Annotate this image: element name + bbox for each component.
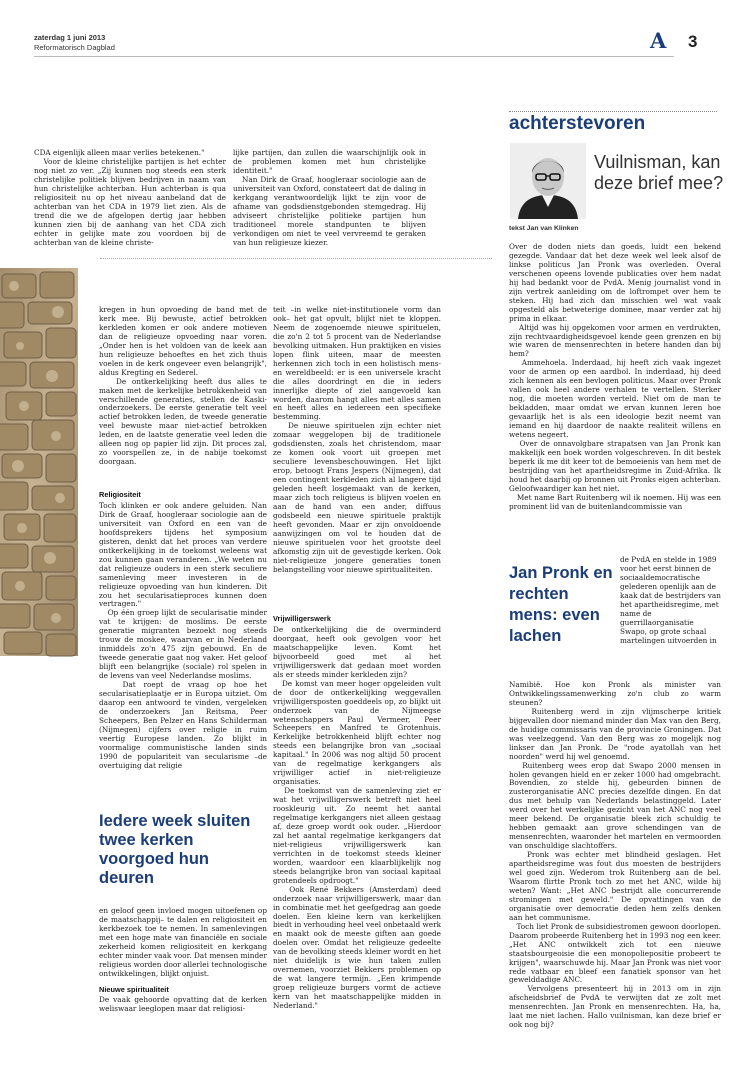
subheading-nieuwe-spiritualiteit: Nieuwe spiritualiteit (99, 985, 169, 994)
column-kicker: achterstevoren (509, 113, 646, 134)
article-col1-c: en geloof geen invloed mogen uitoefenen op de maatschappij– te dalen en religiositeit en kerkbezoek toe te nemen. In samenlevingen met een hoge mate van financiële en sociale zekerheid komen religiositeit en kerkgang echter minder vaak voor. Dat mensen minder religieus worden door allerlei technologische ontwikkelingen, blijkt onjuist. (99, 906, 270, 978)
column-text-b: Namibië. Hoe kon Pronk als minister van Ontwikkelingssamenwerking zo'n club zo warm steunen? Ruitenberg werd in zijn vlijmscherpe kritiek bijgevallen door niemand minder dan Max van den Berg, de huidige commissaris van de provincie Groningen. Dat was veelzeggend. Van den Berg was zo mogelijk nog linkser dan Jan Pronk. De "rode ayatollah van het noorden" werd hij wel genoemd. Ruitenberg wees erop dat Swapo 2000 mensen in holen gevangen hield en er zeker 1000 had omgebracht. Bovendien, zo stelde hij, gebeurden binnen de zusterorganisatie ANC precies dezelfde dingen. En dat dus met behulp van Nederlands belastinggeld. Later werd over het werkelijke gezicht van het ANC nog veel meer bekend. De organisatie bleek zich schuldig te hebben gemaakt aan grove schendingen van de mensenrechten, waaronder het martelen en vermoorden van onschuldige slachtoffers. Pronk was echter met blindheid geslagen. Het apartheidsregime was fout dus moesten de bestrijders wel goed zijn. Wederom trok Ruitenberg aan de bel. Waarom flirtte Pronk toch zo met het ANC, wilde hij weten? Want: „Het ANC bestrijdt alle concurrerende stromingen met geweld." De opvattingen van de organisatie over democratie deden hem zelfs denken aan het communisme. Toch liet Pronk de subsidiestromen gewoon doorlopen. Daarom probeerde Ruitenberg het in 1993 nog een keer. „Het ANC ontwikkelt zich tot een nieuwe staatsbourgeoisie die een monopoliepositie probeert te krijgen", waarschuwde hij. Maar Jan Pronk was niet voor rede vatbaar en bleef een fanatiek sponsor van het gewelddadige ANC. Vervolgens presenteert hij in 2013 om in zijn afscheidsbrief de PvdA te verwijten dat ze zolt met mensenrechten. Jan Pronk en mensenrechten. Ha, ha, laat me niet lachen. Hallo vuilnisman, kan deze brief er ook nog bij? (509, 680, 721, 1030)
masthead-date: zaterdag 1 juni 2013 (34, 33, 106, 42)
column-title: Vuilnisman, kan deze brief mee? (594, 152, 724, 193)
article-top-col2: lijke partijen, dan zullen die waarschijnlijk ook in de problemen komen met hun christelijke identiteit." Nan Dirk de Graaf, hoogleraar sociologie aan de universiteit van Oxford, constateert dat de daling in kerkgang verantwoordelijk lijkt te zijn voor de afname van godsdienstgebonden stemgedrag. Hij adviseert christelijke politieke partijen hun traditioneel morele standpunten te blijven verkondigen om niet te veel vervreemd te geraken van hun religieuze kiezer. (233, 148, 426, 247)
page-number: 3 (688, 32, 698, 51)
article-top-col1: CDA eigenlijk alleen maar verlies betekenen." Voor de kleine christelijke partijen is het echter nog niet zo ver. „Zij kunnen nog steeds een sterk christelijke politiek blijven bedrijven in naam van hun christelijke achterban. Hun achterban is qua religiositeit nu op het niveau aanbeland dat de achterban van het CDA in 1979 liet zien. Als de trend die we de afgelopen dertig jaar hebben kunnen zien bij de aanhang van het CDA zich echter in gelijke mate zou voordoen bij de achterban van de kleine christe- (34, 148, 226, 247)
headline-jan-pronk: Jan Pronk en rechten mens: even lachen (509, 564, 613, 645)
article-col1-d: De vaak gehoorde opvatting dat de kerken weliswaar leeglopen maar dat religiosi- (99, 995, 270, 1013)
section-letter: A (650, 28, 667, 53)
dotted-divider (100, 258, 492, 259)
headline-iedere-week: Iedere week sluiten twee kerken voorgoed hun deuren (99, 812, 251, 887)
article-col1-a: kregen in hun opvoeding de band met de kerk mee. Bij bewuste, actief betrokken kerkleden komen er ook andere motieven dan de religieuze opvoeding naar voren. „Onder hen is het voldoen van de keek aan hun religieuze behoeftes en het zich thuis voelen in de kerk ongeveer even belangrijk", aldus Kregting en Sederel. De ontkerkelijking heeft dus alles te maken met de kerkelijke betrokkenheid van verschillende generaties, stellen de Kaski-onderzoekers. De eerste generatie telt veel actief betrokken leden, de tweede generatie veel bewuste maar niet-actief betrokken leden, en de laatste generatie veel leden die alleen nog op papier lid zijn. Dit proces zal, zo voorspellen ze, in de nabije toekomst doorgaan. (99, 305, 267, 467)
article-col1-b: Toch klinken er ook andere geluiden. Nan Dirk de Graaf, hoogleraar sociologie aan de universiteit van Oxford en een van de hoofdsprekers tijdens het symposium gisteren, denkt dat het proces van verdere ontkerkelijking in de toekomst weleens wat zou kunnen gaan veranderen. „We weten nu dat religieuze ouders in een sterk seculiere samenleving meer investeren in de religieuze opvoeding van hun kinderen. Dit zou het secularisatieproces kunnen doen vertragen." Op één groep lijkt de secularisatie minder vat te krijgen: de moslims. De eerste generatie migranten bezoekt nog steeds trouw de moskee, waarvan er in Nederland inmiddels zo'n 475 zijn gebouwd. En de tweede generatie gaat nog vaker. Het geloof blijft een belangrijke (sociale) rol spelen in de levens van veel Nederlandse moslims. Dat roept de vraag op hoe het secularisatieplaatje er in Europa uitziet. Om daarop een antwoord te vinden, vergeleken de onderzoekers Jan Reitsma, Peer Scheepers, Ben Pelzer en Hans Schilderman (Nijmegen) cijfers over religie in ruim veertig Europese landen. Zo blijkt in voormalige communistische landen sinds 1990 de populariteit van secularisme –de overtuiging dat religie (99, 501, 267, 770)
column-wrap-text: de PvdA en stelde in 1989 voor het eerst binnen de sociaaldemocratische gelederen openlijk aan de kaak dat de bestrijders van het apartheidsregime, met name de guerrillaorganisatie Swapo, op grote schaal martelingen uitvoerden in (620, 555, 724, 645)
columnist-portrait (510, 143, 586, 219)
article-col2-a: teit –in welke niet-institutionele vorm dan ook– het gat opvult, blijkt niet te kloppen. Neem de zogenoemde nieuwe spirituelen, die zo'n 2 tot 5 procent van de Nederlandse bevolking uitmaken. Hun praktijken en visies lopen flink uiteen, maar de meesten herkennen zich toch in een holistisch mens- en wereldbeeld: er is een universele kracht die alles doordringt en die in ieders innerlijke diepte of ziel aangevoeld kan worden, daarom hangt alles met alles samen en heeft alles en iedereen een specifieke bestemming. De nieuwe spirituelen zijn echter niet zomaar weggelopen bij de traditionele godsdiensten, zoals het christendom, maar ze komen ook voort uit groepen met seculiere levensbeschouwingen. Het lijkt erop, betoogt Frans Jespers (Nijmegen), dat een contingent kerkleden zich al langere tijd geleden heeft losgemaakt van de kerken, maar zich toch religieus is blijven voelen en aan de hand van een ander, diffuus godsbeeld een nieuwe spirituele praktijk heeft gevonden. Maar er zijn onvoldoende aanwijzingen om vol te houden dat de nieuwe spirituelen voor het grootste deel afkomstig zijn uit de gevestigde kerken. Ook niet-religieuze jongere generaties tonen belangstelling voor nieuwe spiritualiteiten. (273, 305, 441, 574)
column-byline: tekst Jan van Klinken (509, 225, 579, 232)
masthead-paper: Reformatorisch Dagblad (34, 43, 115, 52)
subheading-religiositeit: Religiositeit (99, 490, 141, 499)
masthead-rule (34, 56, 674, 57)
column-top-rule (509, 111, 717, 112)
column-text-a: Over de doden niets dan goeds, luidt een bekend gezegde. Vandaar dat het deze week wel leek alsof de linkse politicus Jan Pronk was overleden. Overal verschenen opeens lovende publicaties over hem nadat hij had bedankt voor de PvdA. Menig journalist vond in zijn vertrek aanleiding om de loftrompet over hem te steken. Hij had zich dan misschien wel wat vaak opgesteld als betweterige dominee, maar verder zat hij prima in elkaar. Altijd was hij opgekomen voor armen en verdrukten, zijn rechtvaardigheidsgevoel kende geen grenzen en bij wie waren de mensenrechten in betere handen dan bij hem? Ammehoela. Inderdaad, hij heeft zich vaak ingezet voor de armen op een aardbol. In inderdaad, hij deed zich kennen als een bevlogen politicus. Maar over Pronk vallen ook heel andere verhalen te vertellen. Sterker nog, die moeten worden verteld. Niet om de man te bekladden, maar omdat we ervan kunnen leren hoe gevaarlijk het is als een ideologie bezit neemt van iemand en hij daardoor de naakte realiteit willens en wetens negeert. Over de onnavolgbare strapatsen van Jan Pronk kan makkelijk een boek worden volgeschreven. In dit bestek beperk ik me dit keer tot de bemoeienis van hem met de bestrijding van het apartheidsregime in Zuid-Afrika. Ik houd het daarbij op bronnen uit Pronks eigen achterban. Geloofwaardiger kan het niet. Met name Bart Ruitenberg wil ik noemen. Hij was een prominent lid van de buitenlandcommissie van (509, 242, 721, 511)
article-col2-b: De ontkerkelijking die de overminderd doorgaat, heeft ook gevolgen voor het maatschappelijke leven. Komt het bijvoorbeeld goed met al het vrijwilligerswerk dat gedaan moet worden als er steeds minder kerkleden zijn? De komst van meer hoger opgeleiden vult de door de ontkerkelijking weggevallen vrijwilligersposten goeddeels op, zo blijkt uit onderzoek van de Nijmeegse wetenschappers Paul Vermeer, Peer Scheepers en Manfred te Grotenhuis. Kerkelijke betrokkenheid blijft echter nog steeds een belangrijke bron van „sociaal kapitaal." In 2006 was nog altijd 50 procent van de regelmatige kerkgangers als vrijwilliger actief in niet-religieuze organisaties. De toekomst van de samenleving ziet er wat het vrijwilligerswerk betreft niet heel rooskleurig uit. Zo neemt het aantal regelmatige kerkgangers niet alleen gestaag af, deze groep wordt ook ouder. „Hierdoor zal het aantal regelmatige kerkgangers dat niet-religieus vrijwilligerswerk kan verrichten in de toekomst steeds kleiner worden, waardoor een klaarblijkelijk nog steeds belangrijke bron van sociaal kapitaal grotendeels opdroogt." Ook René Bekkers (Amsterdam) deed onderzoek naar vrijwilligerswerk, maar dan in combinatie met het geefgedrag aan goede doelen. Een kleine kern van kerkelijken biedt in verhouding heel veel onbetaald werk en maakt ook de meeste giften aan goede doelen over. Omdat het religieuze gedeelte van de bevolking steeds kleiner wordt en het niet duidelijk is wie hun taken zullen overnemen, voorziet Bekkers problemen op de wat langere termijn. „Een krimpende groep religieuze burgers vormt de actieve kern van het maatschappelijke midden in Nederland." (273, 625, 441, 1011)
subheading-vrijwilligerswerk: Vrijwilligerswerk (273, 614, 331, 623)
stone-wall-photo (0, 268, 78, 656)
